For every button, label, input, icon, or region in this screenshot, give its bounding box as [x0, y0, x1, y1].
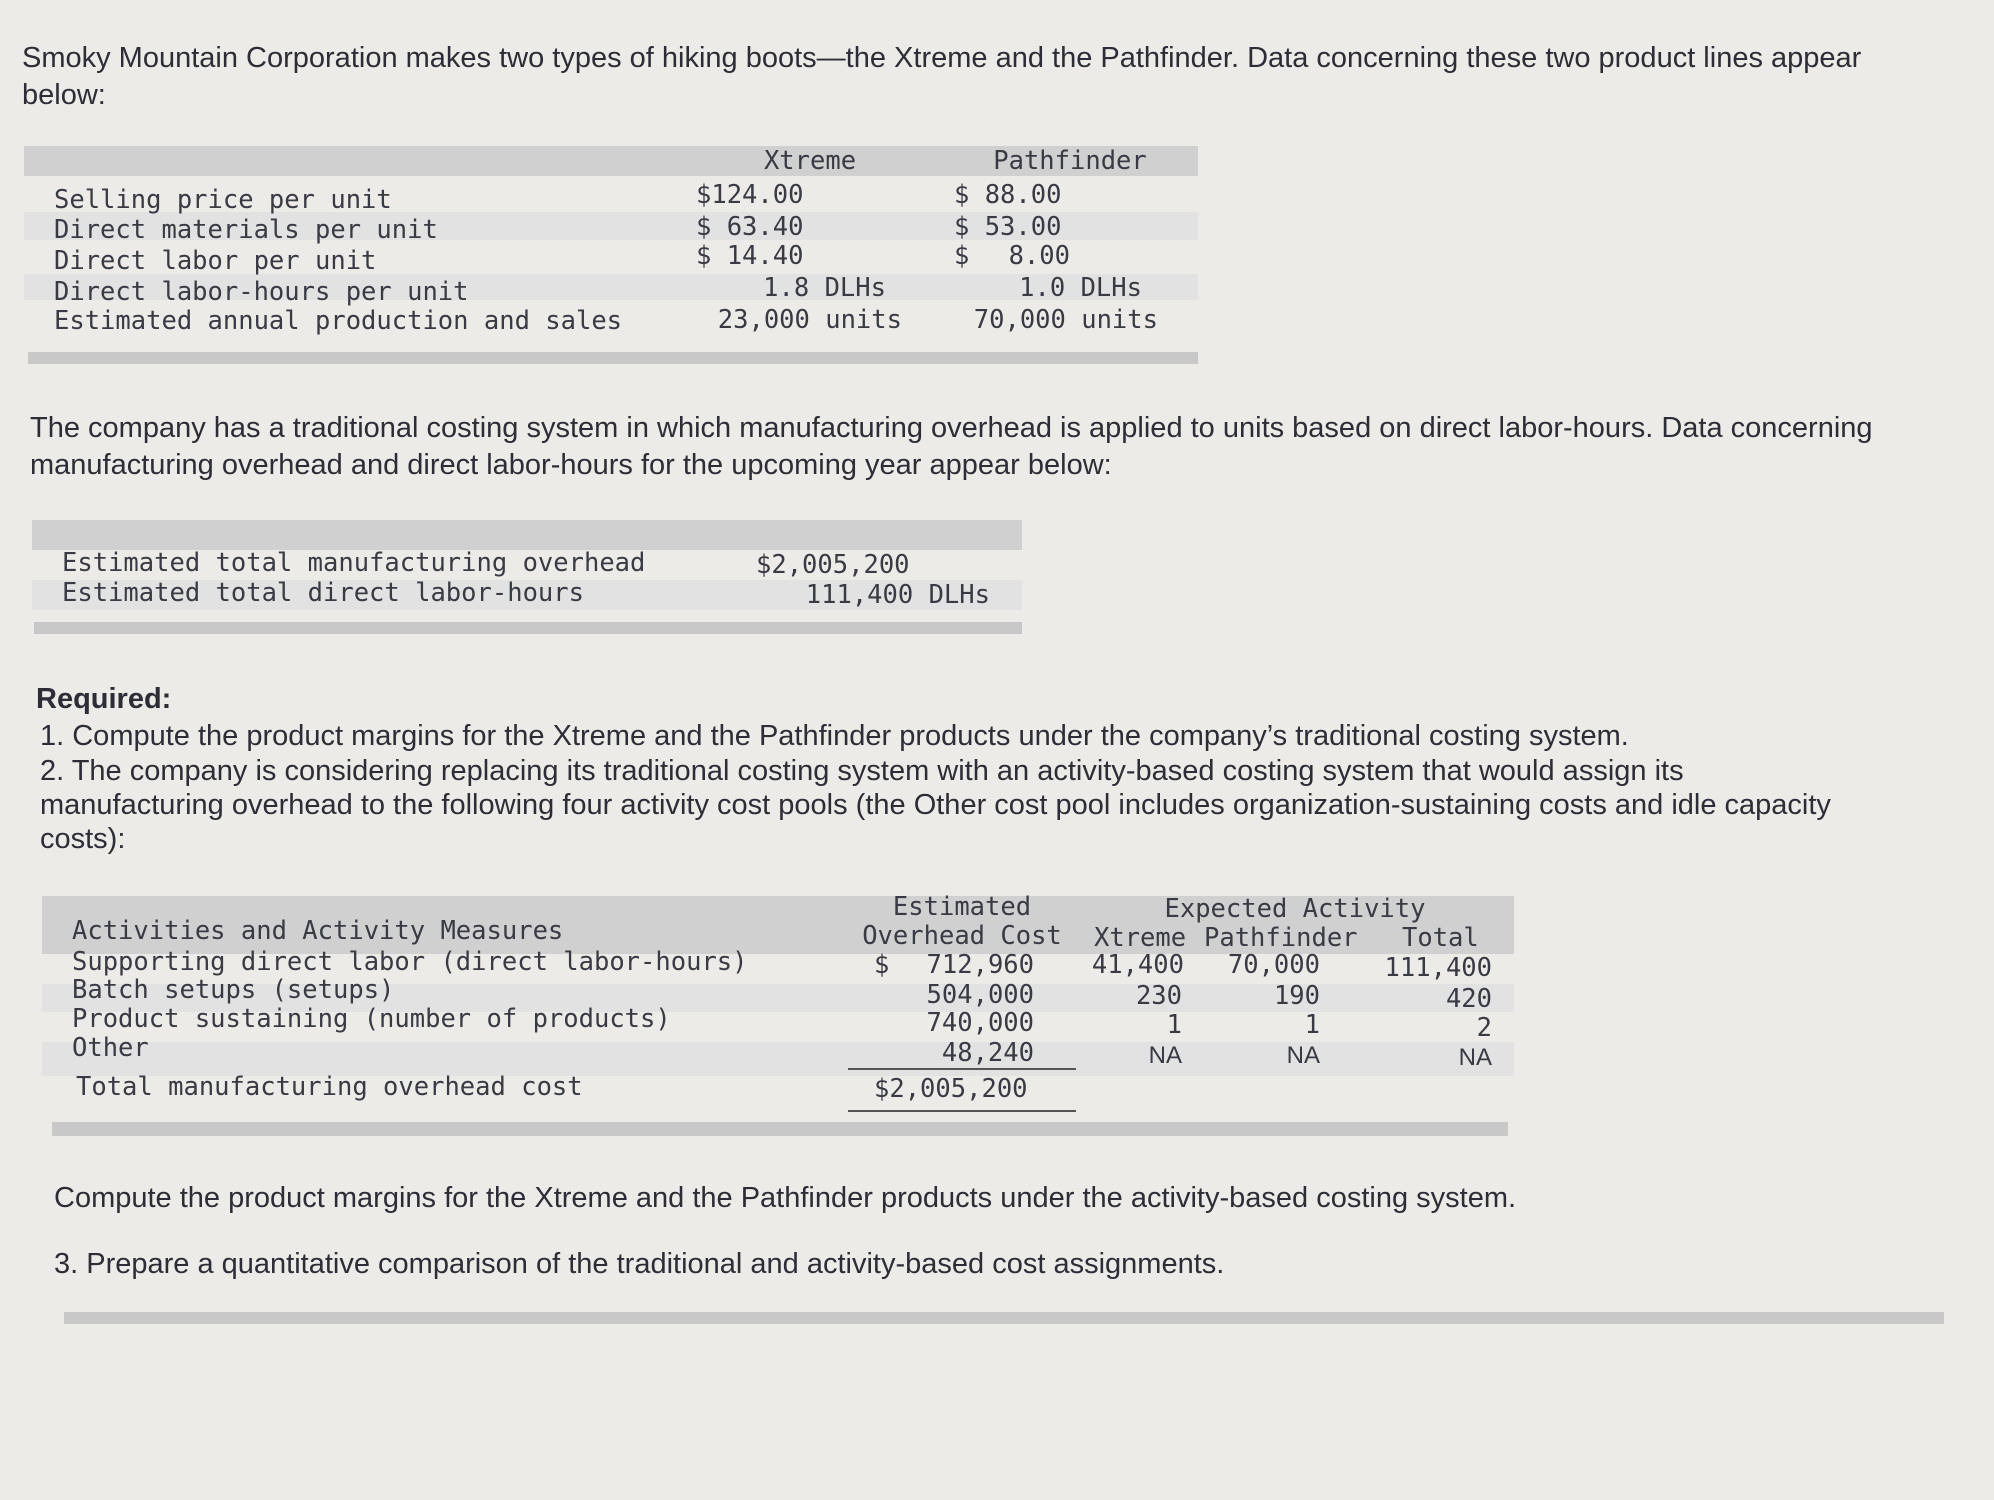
- estimated-cost: 48,240: [941, 1038, 1034, 1068]
- row-label: Selling price per unit: [54, 185, 392, 215]
- row-label: Direct materials per unit: [54, 215, 438, 245]
- row-label: Direct labor per unit: [54, 246, 377, 276]
- header-xtreme: Xtreme: [1094, 923, 1187, 953]
- required-item-2: 2. The company is considering replacing its traditional costing system with an activity-based costing system that would assign its manufacturing overhead to the following four activity cost pools (the Other cost pool includes organization-sustaining costs and idle capacity costs):: [40, 755, 1831, 855]
- column-header-pathfinder: Pathfinder: [993, 146, 1147, 176]
- header-pathfinder: Pathfinder: [1204, 923, 1358, 953]
- row-label: Estimated total manufacturing overhead: [62, 548, 646, 578]
- xtreme-activity: NA: [1148, 1042, 1182, 1069]
- required-heading: Required:: [36, 683, 172, 715]
- total-overhead-cost: $2,005,200: [874, 1074, 1028, 1104]
- row-label: Direct labor-hours per unit: [54, 277, 469, 307]
- row-label: Estimated total direct labor-hours: [62, 578, 584, 608]
- xtreme-value: $124.00: [696, 180, 804, 210]
- pathfinder-value: 70,000 units: [973, 305, 1158, 335]
- column-header-xtreme: Xtreme: [763, 146, 857, 176]
- xtreme-value: $ 14.40: [696, 241, 804, 271]
- total-double-underline: [848, 1110, 1076, 1112]
- table-bottom-rule: [34, 622, 1022, 634]
- header-estimated: Estimated: [892, 892, 1032, 922]
- pathfinder-value: 8.00: [1008, 241, 1070, 271]
- xtreme-activity: 230: [1135, 981, 1182, 1011]
- total-activity: NA: [1458, 1044, 1492, 1071]
- pathfinder-activity: NA: [1286, 1042, 1320, 1069]
- abc-question: Compute the product margins for the Xtreme and the Pathfinder products under the activity-based costing system.: [54, 1182, 1517, 1214]
- activity-label: Product sustaining (number of products): [72, 1004, 671, 1034]
- activity-label: Supporting direct labor (direct labor-hours): [72, 947, 748, 977]
- xtreme-activity: 41,400: [1091, 950, 1184, 980]
- estimated-cost: 504,000: [926, 980, 1034, 1010]
- required-item-1: 1. Compute the product margins for the Xtreme and the Pathfinder products under the company’s traditional costing system.: [40, 720, 1629, 752]
- overhead-value: $2,005,200: [756, 550, 910, 580]
- cost-dollar-sign: $: [874, 950, 890, 980]
- dlh-value: 111,400 DLHs: [805, 580, 990, 610]
- table-bottom-rule: [52, 1122, 1508, 1136]
- total-activity: 2: [1476, 1013, 1492, 1043]
- estimated-cost: 712,960: [926, 950, 1034, 980]
- xtreme-activity: 1: [1166, 1010, 1182, 1040]
- traditional-costing-paragraph: The company has a traditional costing system in which manufacturing overhead is applied to units based on direct labor-hours. Data concerning manufacturing overhead and direct labor-hours for the upcoming year appear below:: [30, 412, 1873, 481]
- xtreme-value: 1.8 DLHs: [763, 273, 886, 303]
- intro-paragraph: Smoky Mountain Corporation makes two types of hiking boots—the Xtreme and the Pathfinder. Data concerning these two product lines appear below:: [22, 42, 1862, 111]
- xtreme-value: $ 63.40: [696, 212, 804, 242]
- activity-label: Batch setups (setups): [72, 975, 395, 1005]
- pathfinder-value: $ 88.00: [954, 180, 1062, 210]
- table-bottom-rule: [28, 352, 1198, 364]
- activity-label: Other: [72, 1033, 149, 1063]
- header-expected-activity: Expected Activity: [1164, 894, 1426, 924]
- pathfinder-value: 1.0 DLHs: [1019, 273, 1142, 303]
- xtreme-value: 23,000 units: [717, 305, 902, 335]
- total-activity: 111,400: [1384, 953, 1492, 983]
- page-bottom-rule: [64, 1312, 1944, 1324]
- required-item-3: 3. Prepare a quantitative comparison of the traditional and activity-based cost assignments.: [54, 1248, 1225, 1280]
- pathfinder-activity: 190: [1273, 981, 1320, 1011]
- header-overhead-cost: Overhead Cost: [862, 921, 1062, 951]
- total-label: Total manufacturing overhead cost: [76, 1072, 583, 1102]
- total-activity: 420: [1445, 984, 1492, 1014]
- pathfinder-value-dollar-sign: $: [954, 241, 970, 271]
- pathfinder-activity: 70,000: [1227, 950, 1320, 980]
- subtotal-underline: [848, 1068, 1076, 1070]
- pathfinder-activity: 1: [1304, 1010, 1320, 1040]
- pathfinder-value: $ 53.00: [954, 212, 1062, 242]
- header-total: Total: [1402, 923, 1479, 953]
- header-activities: Activities and Activity Measures: [72, 916, 564, 946]
- row-label: Estimated annual production and sales: [54, 306, 623, 336]
- estimated-cost: 740,000: [926, 1008, 1034, 1038]
- overhead-table-header-band: [32, 520, 1022, 550]
